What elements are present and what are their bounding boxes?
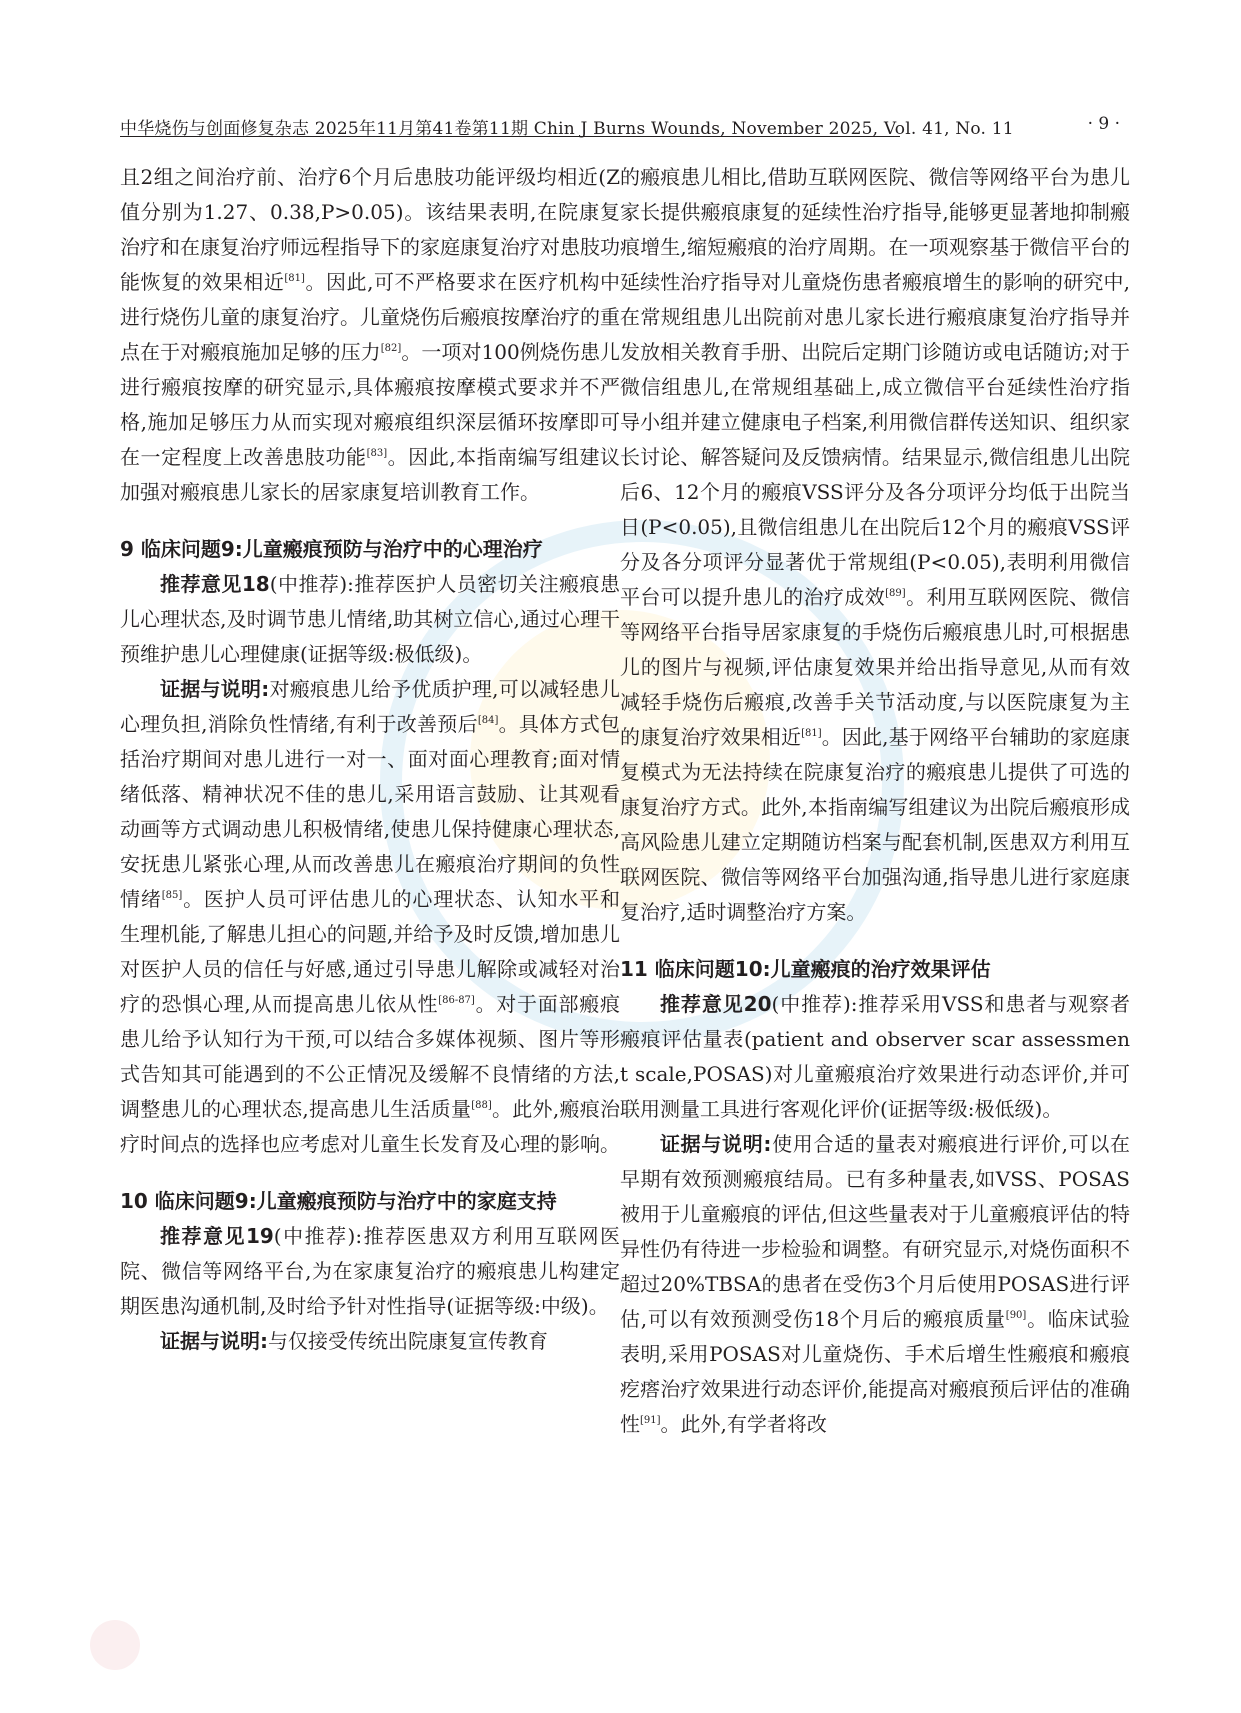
citation-ref[interactable]: [83]: [366, 448, 388, 459]
citation-ref[interactable]: [81]: [801, 728, 822, 739]
page-number: · 9 ·: [1087, 114, 1120, 134]
journal-citation: 中华烧伤与创面修复杂志 2025年11月第41卷第11期 Chin J Burns Wounds, November 2025, Vol. 41, No. 11: [120, 119, 1014, 139]
citation-ref[interactable]: [89]: [885, 588, 906, 599]
right-column: [620, 160, 1130, 1442]
left-column: [120, 160, 620, 1359]
recommendation-19: 推荐意见19(中推荐):推荐医患双方利用互联网医院、微信等网络平台,为在家康复治疗的瘢痕患儿构建定期医患沟通机制,及时给予针对性指导(证据等级:中级)。: [120, 1224, 620, 1318]
citation-ref[interactable]: [81]: [284, 273, 305, 284]
recommendation-20: 推荐意见20(中推荐):推荐采用VSS和患者与观察者瘢痕评估量表(patient and observer scar assessment scale,POSAS)对儿童瘢痕治疗效果进行动态评价,并可联用测量工具进行客观化评价(证据等级:极低级)。: [620, 992, 1130, 1121]
paragraph: 且2组之间治疗前、治疗6个月后患肢功能评级均相近(Z值分别为1.27、0.38,P>0.05)。该结果表明,在院康复治疗和在康复治疗师远程指导下的家庭康复治疗对患肢功能恢复的效果相近[81]。因此,可不严格要求在医疗机构中进行烧伤儿童的康复治疗。儿童烧伤后瘢痕按摩治疗的重点在于对瘢痕施加足够的压力[82]。一项对100例烧伤患儿进行瘢痕按摩的研究显示,具体瘢痕按摩模式要求并不严格,施加足够压力从而实现对瘢痕组织深层循环按摩即可在一定程度上改善患肢功能[83]。因此,本指南编写组建议加强对瘢痕患儿家长的居家康复培训教育工作。: [120, 165, 621, 504]
publisher-logo-watermark: [90, 1620, 140, 1670]
citation-ref[interactable]: [90]: [1005, 1310, 1027, 1321]
section-heading-9: 9 临床问题9:儿童瘢痕预防与治疗中的心理治疗: [120, 537, 543, 561]
citation-ref[interactable]: [91]: [640, 1415, 661, 1426]
section-heading-11: 11 临床问题10:儿童瘢痕的治疗效果评估: [620, 957, 991, 981]
citation-ref[interactable]: [88]: [471, 1100, 492, 1111]
citation-ref[interactable]: [84]: [477, 715, 499, 726]
citation-ref[interactable]: [85]: [161, 890, 183, 901]
paragraph: 的瘢痕患儿相比,借助互联网医院、微信等网络平台为患儿家长提供瘢痕康复的延续性治疗指导,能够更显著地抑制瘢痕增生,缩短瘢痕的治疗周期。在一项观察基于微信平台的延续性治疗指导对儿童烧伤患者瘢痕增生的影响的研究中,在常规组患儿出院前对患儿家长进行瘢痕康复治疗指导并发放相关教育手册、出院后定期门诊随访或电话随访;对于微信组患儿,在常规组基础上,成立微信平台延续性治疗指导小组并建立健康电子档案,利用微信群传送知识、组织家长讨论、解答疑问及反馈病情。结果显示,微信组患儿出院后6、12个月的瘢痕VSS评分及各分项评分均低于出院当日(P<0.05),且微信组患儿在出院后12个月的瘢痕VSS评分及各分项评分显著优于常规组(P<0.05),表明利用微信平台可以提升患儿的治疗成效[89]。利用互联网医院、微信等网络平台指导居家康复的手烧伤后瘢痕患儿时,可根据患儿的图片与视频,评估康复效果并给出指导意见,从而有效减轻手烧伤后瘢痕,改善手关节活动度,与以医院康复为主的康复治疗效果相近[81]。因此,基于网络平台辅助的家庭康复模式为无法持续在院康复治疗的瘢痕患儿提供了可选的康复治疗方式。此外,本指南编写组建议为出院后瘢痕形成高风险患儿建立定期随访档案与配套机制,医患双方利用互联网医院、微信等网络平台加强沟通,指导患儿进行家庭康复治疗,适时调整治疗方案。: [620, 165, 1131, 924]
citation-ref[interactable]: [82]: [380, 343, 402, 354]
running-header: [120, 108, 1120, 138]
section-heading-10: 10 临床问题9:儿童瘢痕预防与治疗中的家庭支持: [120, 1189, 557, 1213]
evidence-paragraph: 证据与说明:与仅接受传统出院康复宣传教育: [160, 1329, 548, 1353]
evidence-paragraph: 证据与说明:使用合适的量表对瘢痕进行评价,可以在早期有效预测瘢痕结局。已有多种量表,如VSS、POSAS被用于儿童瘢痕的评估,但这些量表对于儿童瘢痕评估的特异性仍有待进一步检验和调整。有研究显示,对烧伤面积不超过20%TBSA的患者在受伤3个月后使用POSAS进行评估,可以有效预测受伤18个月后的瘢痕质量[90]。临床试验表明,采用POSAS对儿童烧伤、手术后增生性瘢痕和瘢痕疙瘩治疗效果进行动态评价,能提高对瘢痕预后评估的准确性[91]。此外,有学者将改: [620, 1132, 1131, 1436]
citation-ref[interactable]: [86-87]: [438, 995, 475, 1006]
evidence-paragraph: 证据与说明:对瘢痕患儿给予优质护理,可以减轻患儿心理负担,消除负性情绪,有利于改善预后[84]。具体方式包括治疗期间对患儿进行一对一、面对面心理教育;面对情绪低落、精神状况不佳的患儿,采用语言鼓励、让其观看动画等方式调动患儿积极情绪,使患儿保持健康心理状态,安抚患儿紧张心理,从而改善患儿在瘢痕治疗期间的负性情绪[85]。医护人员可评估患儿的心理状态、认知水平和生理机能,了解患儿担心的问题,并给予及时反馈,增加患儿对医护人员的信任与好感,通过引导患儿解除或减轻对治疗的恐惧心理,从而提高患儿依从性[86-87]。对于面部瘢痕患儿给予认知行为干预,可以结合多媒体视频、图片等形式告知其可能遇到的不公正情况及缓解不良情绪的方法,调整患儿的心理状态,提高患儿生活质量[88]。此外,瘢痕治疗时间点的选择也应考虑对儿童生长发育及心理的影响。: [120, 677, 621, 1156]
header-rule: [120, 136, 900, 137]
recommendation-18: 推荐意见18(中推荐):推荐医护人员密切关注瘢痕患儿心理状态,及时调节患儿情绪,助其树立信心,通过心理干预维护患儿心理健康(证据等级:极低级)。: [120, 572, 620, 666]
